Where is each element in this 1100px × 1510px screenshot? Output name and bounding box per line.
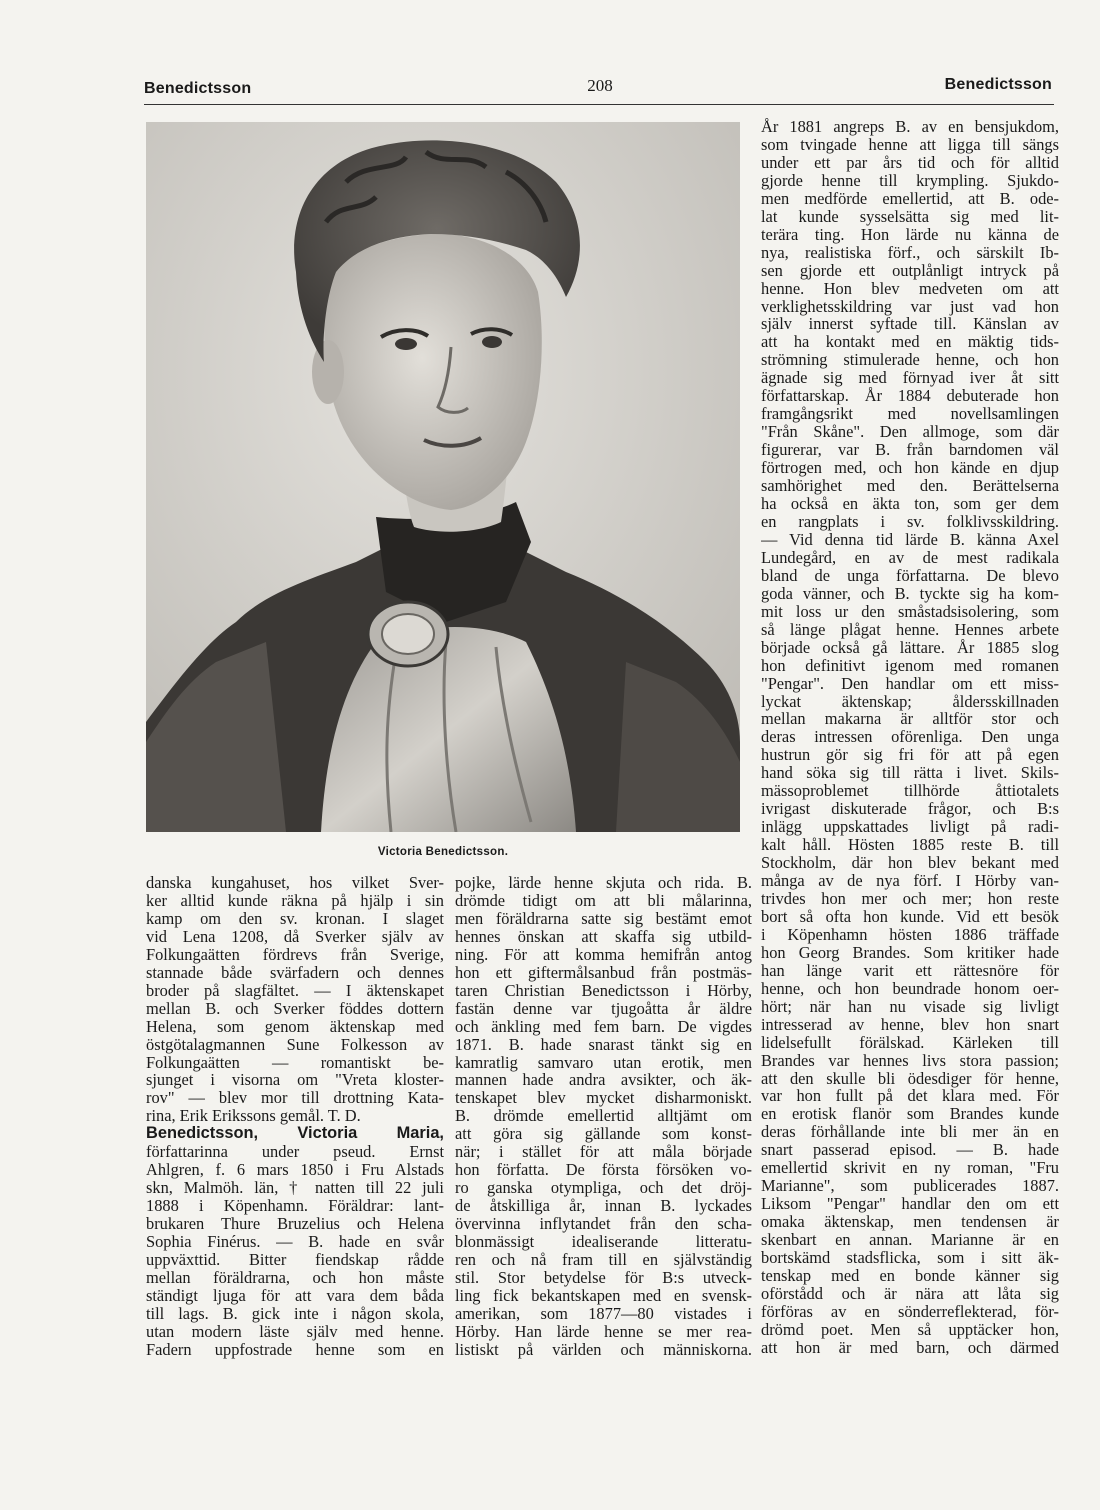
text-line: Folkungaätten — romantiskt be- — [146, 1052, 444, 1072]
text-line: Fadern uppfostrade henne som en — [146, 1339, 444, 1359]
text-line: började också gå lättare. År 1885 slog — [761, 637, 1059, 657]
text-line: henne, och hon beundrade honom oer- — [761, 978, 1059, 998]
text-line: ning. För att komma hemifrån antog — [455, 944, 752, 964]
text-line: lyckat äktenskap; åldersskillnaden — [761, 691, 1059, 711]
text-line: ro ganska otympliga, och det dröj- — [455, 1178, 752, 1198]
text-line: snart passerad episod. — B. hade — [761, 1140, 1059, 1160]
text-line: en erotisk flanör som Brandes kunde — [761, 1104, 1059, 1124]
text-line: inlägg uppskattades livligt på radi- — [761, 817, 1059, 837]
text-line: de åtskilliga år, innan B. lyckades — [455, 1196, 752, 1216]
text-line: listiskt på världen och människorna. — [455, 1339, 752, 1359]
text-line: ren och nå fram till en självständig — [455, 1250, 752, 1270]
text-line: hon författa. De första försöken vo- — [455, 1160, 752, 1180]
text-line: hand söka sig till rätta i livet. Skils- — [761, 763, 1059, 783]
text-line: ivrigast diskuterade frågor, och B:s — [761, 799, 1059, 819]
text-line: Stockholm, där hon blev bekant med — [761, 853, 1059, 873]
running-head-left: Benedictsson — [144, 80, 252, 97]
text-line: hon ett giftermålsanbud från postmäs- — [455, 962, 752, 982]
text-line: att ha kontakt med en mäktig tids- — [761, 332, 1059, 352]
text-line: broder på slagfältet. — I äktenskapet — [146, 980, 444, 1000]
text-line: ker alltid kunde räkna på hjälp i sin — [146, 890, 444, 910]
text-line: terära ting. Hon lärde nu känna de — [761, 224, 1059, 244]
text-line: ling fick bekantskapen med en svensk- — [455, 1285, 752, 1305]
text-line: han länge varit ett rättesnöre för — [761, 960, 1059, 980]
text-column-2 — [455, 874, 752, 1364]
text-line: pojke, lärde henne skjuta och rida. B. — [455, 874, 752, 892]
text-line: "Från Skåne". Den allmoge, som där — [761, 422, 1059, 442]
photo-caption: Victoria Benedictsson. — [377, 846, 509, 858]
text-line: Sophia Finérus. — B. hade en svår — [146, 1232, 444, 1252]
text-line: vid Lena 1208, då Sverker själv av — [146, 926, 444, 946]
page-number: 208 — [587, 76, 613, 95]
text-line: Brandes var hennes livs stora passion; — [761, 1050, 1059, 1070]
text-line: bortskämd stadsflicka, som i sitt äk- — [761, 1248, 1059, 1268]
text-line: nya, realistiska förf., och särskilt Ib- — [761, 242, 1059, 262]
text-line: hört; när han nu visade sig livligt — [761, 996, 1059, 1016]
entry-heading-line: Benedictsson, Victoria Maria, — [146, 1124, 444, 1143]
text-line: och änkling med fem barn. De vigdes — [455, 1016, 752, 1036]
text-line: kalt håll. Hösten 1885 reste B. till — [761, 835, 1059, 855]
text-line: verklighetsskildring var just vad hon — [761, 296, 1059, 316]
text-line: till lags. B. gick inte i någon skola, — [146, 1303, 444, 1323]
text-line: när; i stället för att måla började — [455, 1142, 752, 1162]
text-line: deras intressen oförenliga. Den unga — [761, 727, 1059, 747]
text-line: B. drömde emellertid alltjämt om — [455, 1106, 752, 1126]
text-line: mellan B. och Sverker föddes dottern — [146, 998, 444, 1018]
text-line: hustrun gör sig fri för att på egen — [761, 745, 1059, 765]
text-line: uppväxttid. Bitter fiendskap rådde — [146, 1250, 444, 1270]
text-line: framgångsrikt med novellsamlingen — [761, 404, 1059, 424]
text-line: lidelsefullt förälskad. Kärleken till — [761, 1032, 1059, 1052]
text-line: mellan makarna är alltför stor och — [761, 709, 1059, 729]
text-line: brukaren Thure Bruzelius och Helena — [146, 1214, 444, 1234]
text-line: Hörby. Han lärde henne se mer rea- — [455, 1321, 752, 1341]
text-line: mit loss ur den småstadsisolering, som — [761, 601, 1059, 621]
text-line: kamp om den sv. kronan. I slaget — [146, 908, 444, 928]
text-line: hon definitivt igenom med romanen — [761, 655, 1059, 675]
text-line: Lundegård, en av de mest radikala — [761, 547, 1059, 567]
text-line: figurerar, var B. från barndomen väl — [761, 440, 1059, 460]
text-line: författarinna under pseud. Ernst — [146, 1142, 444, 1162]
text-line: var hon fullt på det klara med. För — [761, 1086, 1059, 1106]
text-line: omaka äktenskap, men tendensen är — [761, 1212, 1059, 1232]
text-line: hon Georg Brandes. Som kritiker hade — [761, 942, 1059, 962]
text-line: själv innerst syftade till. Känslan av — [761, 314, 1059, 334]
text-line: oförstådd och är nära att låta sig — [761, 1283, 1059, 1303]
text-line: stannade både svärfadern och dennes — [146, 962, 444, 982]
text-line: strömning stimulerade henne, och hon — [761, 350, 1059, 370]
text-line: lat kunde sysselsätta sig med lit- — [761, 206, 1059, 226]
text-line: blonmässigt idealiserande litteratu- — [455, 1232, 752, 1252]
text-line: ständigt ljuga för att vara dem båda — [146, 1285, 444, 1305]
text-line: Helena, som genom äktenskap med — [146, 1016, 444, 1036]
text-line: under ett par års tid och för alltid — [761, 152, 1059, 172]
text-line: stil. Stor betydelse för B:s utveck- — [455, 1267, 752, 1287]
text-line: författarskap. År 1884 debuterade hon — [761, 386, 1059, 406]
text-line: en rangplats i sv. folklivsskildring. — [761, 511, 1059, 531]
text-line: sen gjorde ett outplånligt intryck på — [761, 260, 1059, 280]
text-line: taren Christian Benedictsson i Hörby, — [455, 980, 752, 1000]
text-line: utan modern läste själv med henne. — [146, 1321, 444, 1341]
running-head-right: Benedictsson — [944, 76, 1052, 93]
text-line: ha också en äkta ton, som ger dem — [761, 494, 1059, 514]
text-column-1 — [146, 874, 444, 1364]
text-line: att hon är med barn, och därmed — [761, 1337, 1059, 1357]
text-line: henne. Hon blev medveten om att — [761, 278, 1059, 298]
text-line: bort så ofta hon kunde. Vid ett besök — [761, 906, 1059, 926]
text-line: gjorde henne till krympling. Sjukdo- — [761, 170, 1059, 190]
text-line: rina, Erik Erikssons gemål. T. D. — [146, 1106, 361, 1126]
header-rule — [144, 104, 1054, 105]
text-line: förföras av en sönderreflekterad, för- — [761, 1301, 1059, 1321]
text-line: — Vid denna tid lärde B. känna Axel — [761, 529, 1059, 549]
text-line: som tvingade henne att ligga till sängs — [761, 134, 1059, 154]
text-line: Liksom "Pengar" handlar den om ett — [761, 1194, 1059, 1214]
text-line: skenbart en annan. Marianne är en — [761, 1230, 1059, 1250]
text-line: mässoproblemet tillhörde åttiotalets — [761, 781, 1059, 801]
text-line: drömde tidigt om att bli målarinna, — [455, 890, 752, 910]
text-column-3 — [761, 118, 1059, 1358]
text-line: skn, Malmöh. län, † natten till 22 juli — [146, 1178, 444, 1198]
text-line: Marianne", som publicerades 1887. — [761, 1176, 1059, 1196]
text-line: samhörighet med den. Berättelserna — [761, 476, 1059, 496]
text-line: deras förhållande inte bli mer än en — [761, 1122, 1059, 1142]
text-line: rov" — blev mor till drottning Kata- — [146, 1088, 444, 1108]
text-line: östgötalagmannen Sune Folkesson av — [146, 1034, 444, 1054]
portrait-photo — [146, 122, 740, 832]
text-line: övervinna inflytandet från den scha- — [455, 1214, 752, 1234]
text-line: förtrogen med, och hon kände en djup — [761, 458, 1059, 478]
text-line: hennes önskan att skaffa sig utbild- — [455, 926, 752, 946]
text-line: goda vänner, och B. tyckte sig ha kom- — [761, 583, 1059, 603]
text-line: drömd poet. Men så upptäcker hon, — [761, 1319, 1059, 1339]
text-line: mellan föräldrarna, och hon måste — [146, 1267, 444, 1287]
text-line: kamratlig samvaro utan erotik, men — [455, 1052, 752, 1072]
text-line: mannen hade andra avsikter, och äk- — [455, 1070, 752, 1090]
text-line: emellertid skrivit en ny roman, "Fru — [761, 1158, 1059, 1178]
text-line: amerikan, som 1877—80 vistades i — [455, 1303, 752, 1323]
text-line: 1871. B. hade snarast tänkt sig en — [455, 1034, 752, 1054]
text-line: men föräldrarna satte sig bestämt emot — [455, 908, 752, 928]
text-line: men medförde emellertid, att B. ode- — [761, 188, 1059, 208]
text-line: danska kungahuset, hos vilket Sver- — [146, 874, 444, 892]
text-line: att göra sig gällande som konst- — [455, 1124, 752, 1144]
text-line: "Pengar". Den handlar om ett miss- — [761, 673, 1059, 693]
text-line: i Köpenhamn hösten 1886 träffade — [761, 924, 1059, 944]
text-line: många av de nya förf. I Hörby van- — [761, 871, 1059, 891]
text-line: att den skulle bli ödesdiger för henne, — [761, 1068, 1059, 1088]
text-line: så länge plågat henne. Hennes arbete — [761, 619, 1059, 639]
text-line: fastän denne var tjugoåtta år äldre — [455, 998, 752, 1018]
text-line: Folkungaätten fördrevs från Sverige, — [146, 944, 444, 964]
text-line: sjunget i visorna om "Vreta kloster- — [146, 1070, 444, 1090]
text-line: År 1881 angreps B. av en bensjukdom, — [761, 118, 1059, 136]
text-line: bland de unga författarna. De blevo — [761, 565, 1059, 585]
text-line: ägnade sig med förnyad iver åt sitt — [761, 368, 1059, 388]
text-line: 1888 i Köpenhamn. Föräldrar: lant- — [146, 1196, 444, 1216]
text-line: intresserad av henne, blev hon snart — [761, 1014, 1059, 1034]
text-line: tenskap med en bonde känner sig — [761, 1266, 1059, 1285]
text-line: trivdes hon mer och mer; hon reste — [761, 888, 1059, 908]
text-line: tenskapet blev mycket disharmoniskt. — [455, 1088, 752, 1108]
text-line: Ahlgren, f. 6 mars 1850 i Fru Alstads — [146, 1160, 444, 1180]
